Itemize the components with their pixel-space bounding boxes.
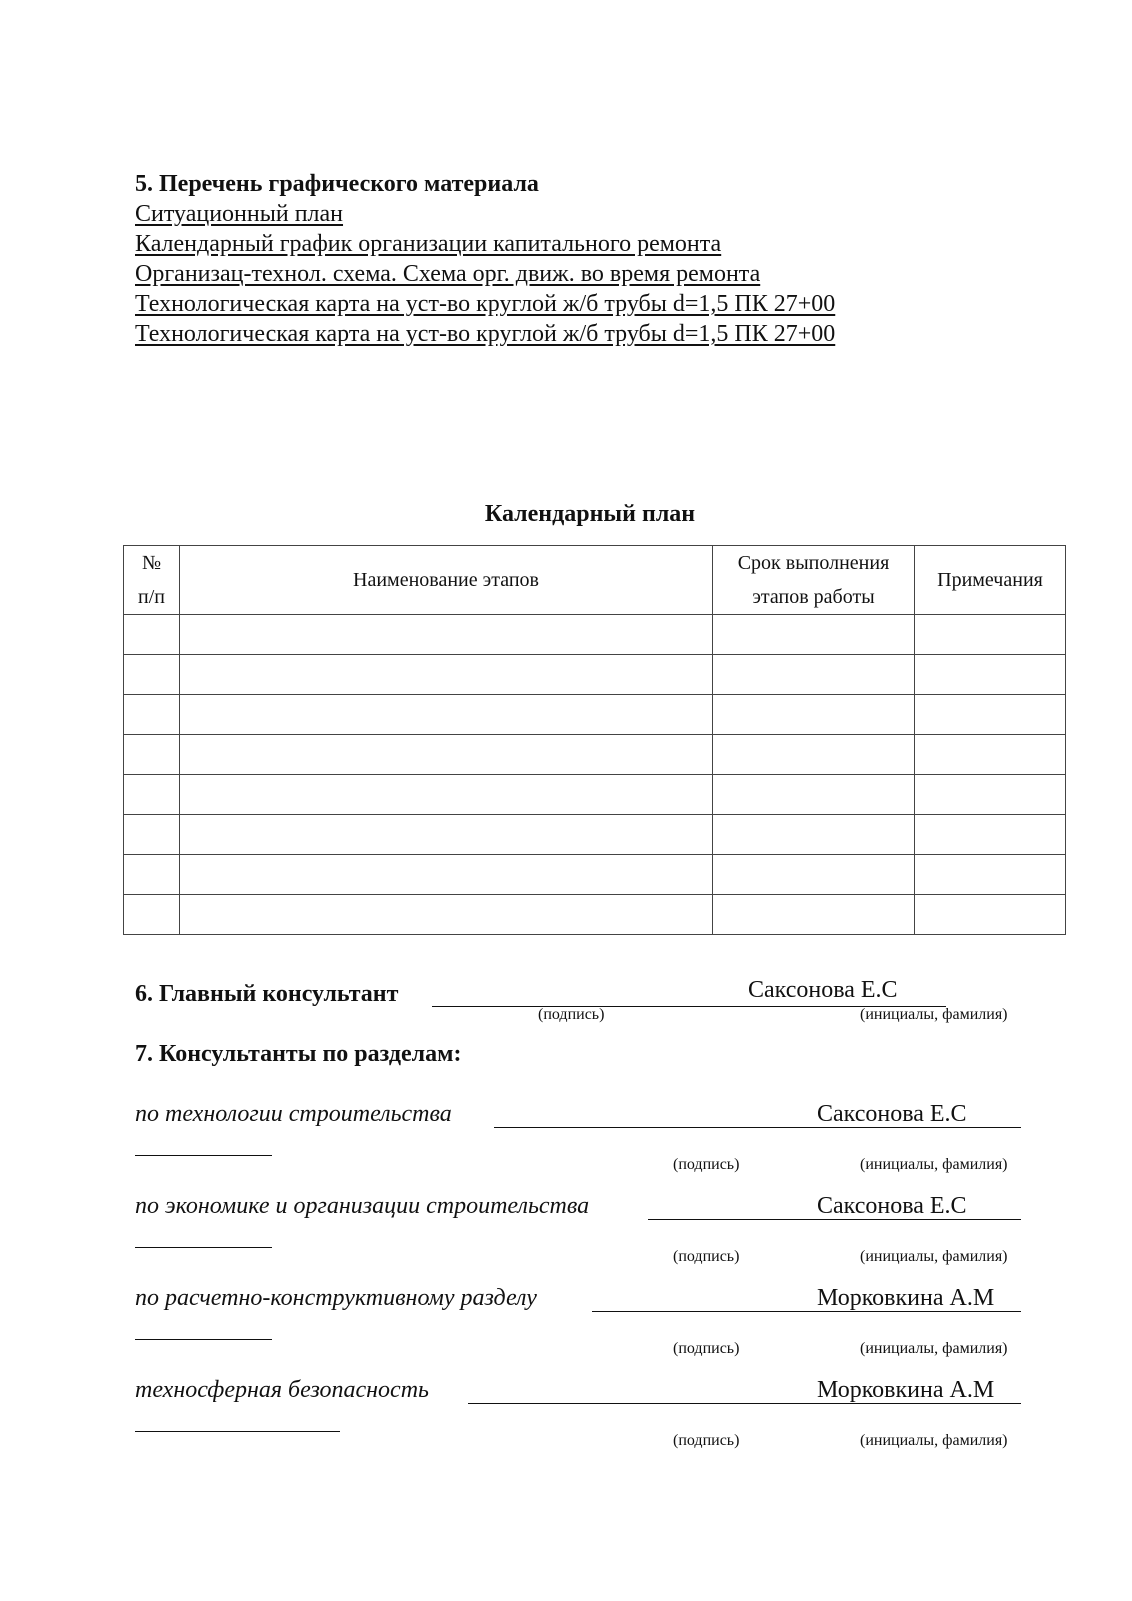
consultant-name: Саксонова Е.С xyxy=(817,1101,967,1127)
cell-stage-name xyxy=(180,615,713,655)
consultant-role: по технологии строительства xyxy=(135,1101,452,1127)
name-caption: (инициалы, фамилия) xyxy=(860,1340,1008,1357)
cell-stage-name xyxy=(180,735,713,775)
section-7-title: 7. Консультанты по разделам: xyxy=(135,1041,462,1067)
consultant-name: Саксонова Е.С xyxy=(817,1193,967,1219)
cell-deadline xyxy=(713,615,915,655)
header-deadline-line1: Срок выполнения xyxy=(737,552,890,574)
graphic-material-item: Технологическая карта на уст-во круглой ж/б трубы d=1,5 ПК 27+00 xyxy=(135,321,836,347)
section-6-title: 6. Главный консультант xyxy=(135,981,399,1007)
table-row xyxy=(124,735,1066,775)
header-number-line2: п/п xyxy=(138,586,165,608)
cell-number xyxy=(124,775,180,815)
cell-notes xyxy=(915,895,1066,935)
cell-stage-name xyxy=(180,895,713,935)
cell-notes xyxy=(915,815,1066,855)
section-5-title: 5. Перечень графического материала xyxy=(135,171,539,197)
signature-caption: (подпись) xyxy=(538,1006,605,1023)
consultant-name: Саксонова Е.С xyxy=(748,977,898,1003)
calendar-plan-title: Календарный план xyxy=(484,501,696,527)
cell-deadline xyxy=(713,895,915,935)
cell-number xyxy=(124,895,180,935)
cell-stage-name xyxy=(180,815,713,855)
cell-stage-name xyxy=(180,695,713,735)
table-header-row xyxy=(124,546,1066,615)
graphic-material-item: Технологическая карта на уст-во круглой ж/б трубы d=1,5 ПК 27+00 xyxy=(135,291,836,317)
name-caption: (инициалы, фамилия) xyxy=(860,1248,1008,1265)
cell-stage-name xyxy=(180,855,713,895)
consultant-name: Морковкина А.М xyxy=(817,1377,995,1403)
header-number xyxy=(124,546,180,615)
cell-deadline xyxy=(713,815,915,855)
graphic-material-item: Ситуационный план xyxy=(135,201,344,227)
cell-deadline xyxy=(713,855,915,895)
table-row xyxy=(124,655,1066,695)
table-row xyxy=(124,695,1066,735)
continuation-line xyxy=(135,1339,272,1340)
table-row xyxy=(124,815,1066,855)
calendar-plan-body xyxy=(124,615,1066,935)
header-deadline xyxy=(713,546,915,615)
name-caption: (инициалы, фамилия) xyxy=(860,1432,1008,1449)
header-deadline-line2: этапов работы xyxy=(752,586,875,608)
cell-number xyxy=(124,735,180,775)
header-notes: Примечания xyxy=(915,546,1066,615)
graphic-material-item: Организац-технол. схема. Схема орг. движ. во время ремонта xyxy=(135,261,761,287)
consultant-role: по экономике и организации строительства xyxy=(135,1193,590,1219)
continuation-line xyxy=(135,1431,340,1432)
cell-notes xyxy=(915,735,1066,775)
cell-number xyxy=(124,615,180,655)
cell-number xyxy=(124,655,180,695)
calendar-plan-table xyxy=(123,545,1066,935)
consultant-role: техносферная безопасность xyxy=(135,1377,429,1403)
table-row xyxy=(124,855,1066,895)
consultant-name: Морковкина А.М xyxy=(817,1285,995,1311)
cell-deadline xyxy=(713,695,915,735)
cell-notes xyxy=(915,775,1066,815)
cell-stage-name xyxy=(180,775,713,815)
cell-stage-name xyxy=(180,655,713,695)
cell-notes xyxy=(915,615,1066,655)
cell-deadline xyxy=(713,735,915,775)
continuation-line xyxy=(135,1155,272,1156)
header-stage-name: Наименование этапов xyxy=(180,546,713,615)
signature-caption: (подпись) xyxy=(673,1432,740,1449)
consultant-role: по расчетно-конструктивному разделу xyxy=(135,1285,537,1311)
cell-number xyxy=(124,815,180,855)
continuation-line xyxy=(135,1247,272,1248)
cell-notes xyxy=(915,855,1066,895)
cell-deadline xyxy=(713,655,915,695)
cell-notes xyxy=(915,655,1066,695)
table-row xyxy=(124,895,1066,935)
signature-caption: (подпись) xyxy=(673,1248,740,1265)
cell-number xyxy=(124,855,180,895)
signature-caption: (подпись) xyxy=(673,1156,740,1173)
header-number-line1: № xyxy=(141,552,162,574)
cell-notes xyxy=(915,695,1066,735)
cell-deadline xyxy=(713,775,915,815)
table-row xyxy=(124,615,1066,655)
graphic-material-item: Календарный график организации капитального ремонта xyxy=(135,231,722,257)
signature-caption: (подпись) xyxy=(673,1340,740,1357)
name-caption: (инициалы, фамилия) xyxy=(860,1156,1008,1173)
name-caption: (инициалы, фамилия) xyxy=(860,1006,1008,1023)
cell-number xyxy=(124,695,180,735)
table-row xyxy=(124,775,1066,815)
